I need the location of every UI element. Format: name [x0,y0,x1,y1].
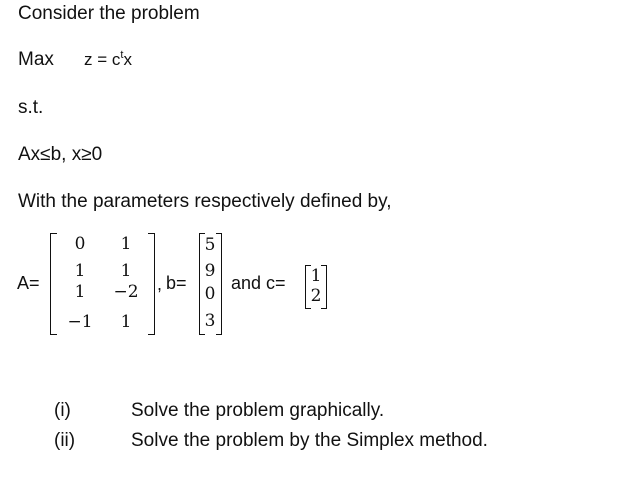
task-number: (ii) [54,430,76,451]
constraint-text: Ax≤b, x≥0 [18,144,103,165]
objective-z: z = c [84,50,121,69]
matrix-a-cell: 1 [120,234,132,254]
matrix-a-cell: 1 [120,261,132,281]
matrix-separator-comma: , [157,274,163,294]
matrix-a-cell: 1 [120,312,132,332]
parameter-matrices [0,228,400,338]
vector-b-cell: 9 [204,261,216,281]
matrix-a-right-bracket [148,233,155,335]
vector-c-cell: 1 [310,266,322,286]
vector-b-cell: 3 [204,311,216,331]
subject-to-label: s.t. [18,97,44,118]
task-text: Solve the problem by the Simplex method. [131,430,488,451]
transpose-superscript: t [120,49,124,61]
vector-b-cell: 0 [204,284,216,304]
matrix-a-label: A= [17,273,40,293]
objective-expression [84,50,132,69]
vector-b-label: b= [166,273,187,293]
objective-line [18,49,132,73]
intro-text: Consider the problem [18,3,200,24]
matrix-a-cell: 1 [74,282,86,302]
matrix-a-cell: −2 [113,282,139,302]
parameters-intro: With the parameters respectively defined by, [18,191,392,212]
matrix-a-left-bracket [50,233,57,335]
matrix-a-cell: −1 [67,312,93,332]
vector-b-cell: 5 [204,235,216,255]
matrix-a-cell: 1 [74,261,86,281]
objective-x: x [123,50,132,69]
vector-c-label: and c= [231,273,286,293]
vector-c-cell: 2 [310,286,322,306]
task-text: Solve the problem graphically. [131,400,385,421]
matrix-a-cell: 0 [74,234,86,254]
max-label: Max [18,49,54,70]
task-number: (i) [54,400,71,421]
